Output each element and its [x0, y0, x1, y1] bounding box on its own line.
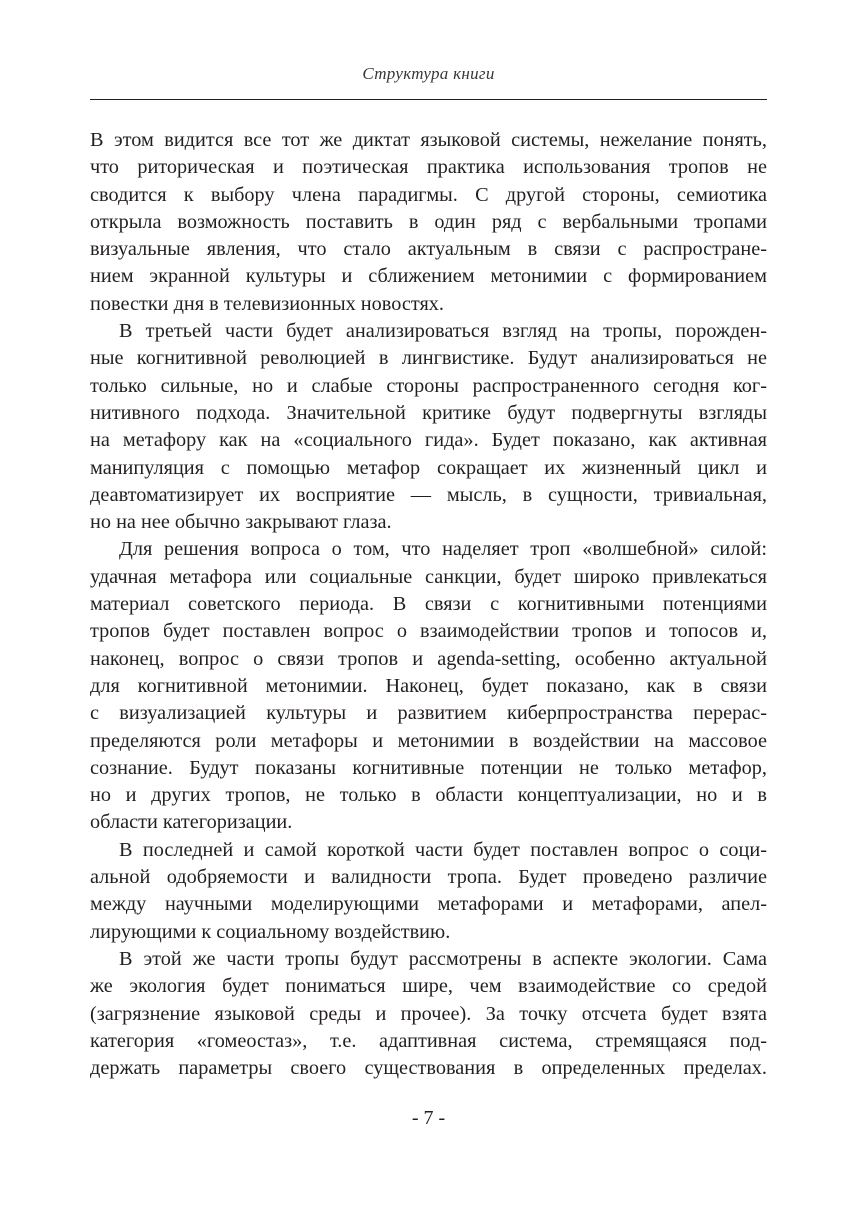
text-line: наконец, вопрос о связи тропов и agenda-setting, особенно актуальной: [90, 647, 767, 670]
body-text: [90, 127, 767, 1082]
text-line: на метафору как на «социального гида». Будет показано, как активная: [90, 429, 767, 452]
text-line: ные когнитивной революцией в лингвистике. Будут анализироваться не: [90, 347, 767, 370]
running-head: Структура книги: [362, 64, 495, 83]
paragraph: [90, 837, 767, 946]
text-line: нитивного подхода. Значительной критике будут подвергнуты взгляды: [90, 401, 767, 424]
text-line: только сильные, но и слабые стороны распространенного сегодня ког-: [90, 374, 767, 397]
text-line: манипуляция с помощью метафор сокращает их жизненный цикл и: [90, 456, 767, 479]
text-line: В этой же части тропы будут рассмотрены в аспекте экологии. Сама: [119, 947, 767, 970]
text-line: (загрязнение языковой среды и прочее). За точку отсчета будет взята: [90, 1002, 767, 1025]
text-line: нием экранной культуры и сближением метонимии с формированием: [90, 265, 767, 288]
text-line: повестки дня в телевизионных новостях.: [90, 292, 445, 315]
text-line: области категоризации.: [90, 811, 293, 834]
page-number: - 7 -: [411, 1107, 446, 1129]
text-line: тропов будет поставлен вопрос о взаимодействии тропов и топосов и,: [90, 620, 767, 643]
paragraph: [90, 318, 767, 536]
text-line: сознание. Будут показаны когнитивные потенции не только метафор,: [90, 756, 767, 779]
text-line: визуальные явления, что стало актуальным в связи с распростране-: [90, 238, 767, 261]
text-line: материал советского периода. В связи с когнитивными потенциями: [90, 593, 767, 616]
paragraph: [90, 536, 767, 836]
text-line: В третьей части будет анализироваться взгляд на тропы, порожден-: [119, 320, 767, 343]
text-line: что риторическая и поэтическая практика использования тропов не: [90, 156, 767, 179]
text-line: пределяются роли метафоры и метонимии в воздействии на массовое: [90, 729, 767, 752]
text-line: но и других тропов, не только в области концептуализации, но и в: [90, 784, 767, 807]
text-line: лирующими к социальному воздействию.: [90, 920, 451, 943]
text-line: открыла возможность поставить в один ряд с вербальными тропами: [90, 210, 767, 233]
text-line: В этом видится все тот же диктат языковой системы, нежелание понять,: [90, 129, 767, 151]
text-line: же экология будет пониматься шире, чем взаимодействие со средой: [90, 975, 767, 998]
text-line: с визуализацией культуры и развитием киберпространства перерас-: [90, 702, 767, 725]
text-line: для когнитивной метонимии. Наконец, будет показано, как в связи: [90, 674, 767, 697]
text-line: но на нее обычно закрывают глаза.: [90, 511, 392, 534]
text-line: удачная метафора или социальные санкции, будет широко привлекаться: [90, 565, 767, 588]
paragraph: [90, 127, 767, 318]
header-rule: [90, 99, 767, 100]
paragraph: [90, 946, 767, 1082]
text-line: категория «гомеостаз», т.е. адаптивная система, стремящаяся под-: [90, 1029, 767, 1052]
text-line: альной одобряемости и валидности тропа. Будет проведено различие: [90, 866, 767, 889]
text-line: деавтоматизирует их восприятие — мысль, в сущности, тривиальная,: [90, 483, 767, 506]
text-line: сводится к выбору члена парадигмы. С другой стороны, семиотика: [90, 183, 767, 206]
text-line: держать параметры своего существования в определенных пределах.: [90, 1057, 767, 1080]
text-line: Для решения вопроса о том, что наделяет троп «волшебной» силой:: [119, 538, 767, 561]
text-line: между научными моделирующими метафорами и метафорами, апел-: [90, 893, 767, 916]
text-line: В последней и самой короткой части будет поставлен вопрос о соци-: [119, 838, 767, 861]
